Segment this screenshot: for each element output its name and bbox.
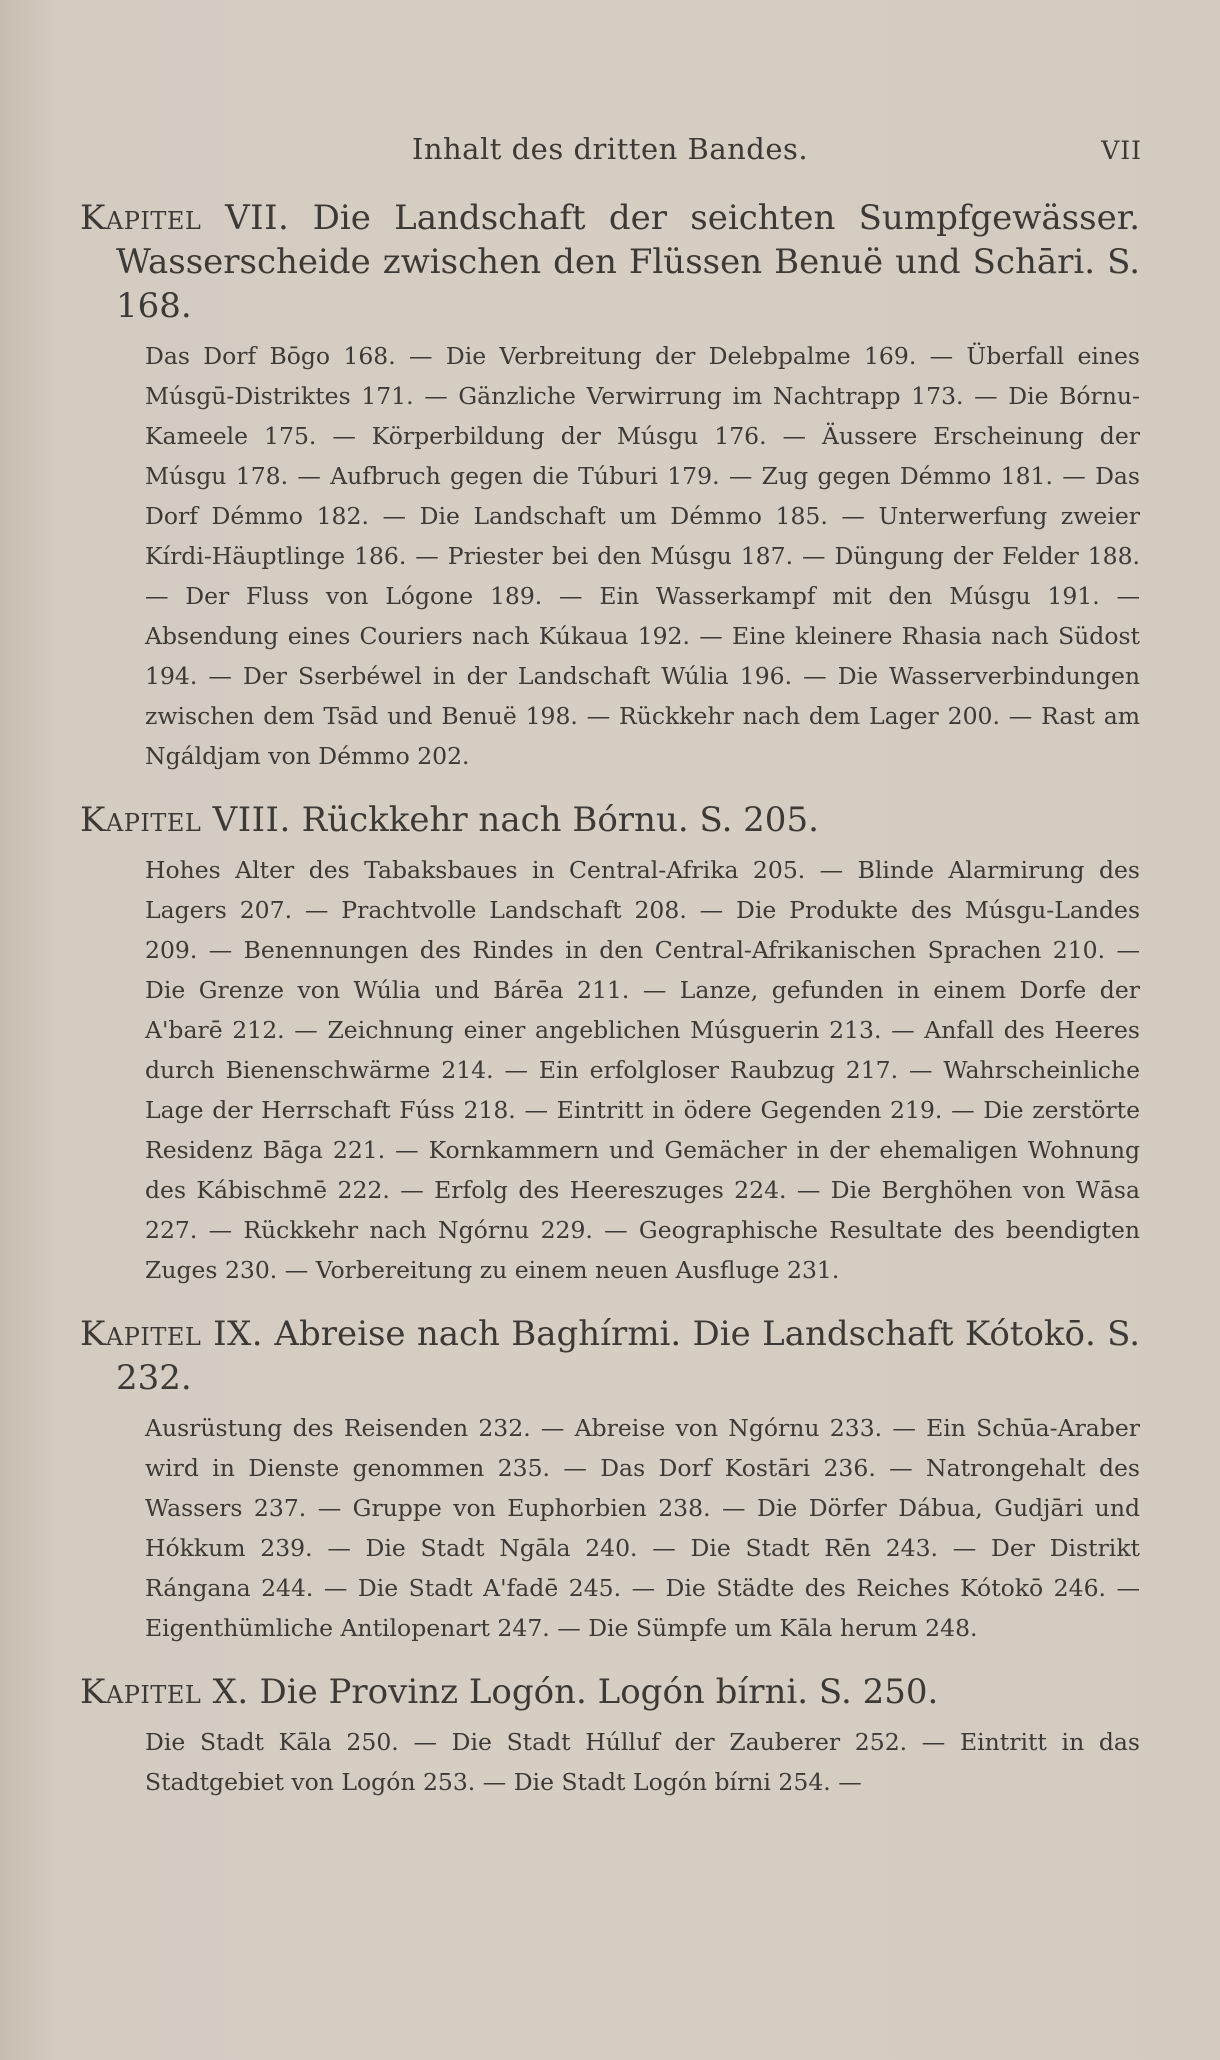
chapter-heading bbox=[80, 1312, 1140, 1400]
chapter-heading bbox=[80, 798, 1140, 842]
chapter-summary: Hohes Alter des Tabaksbaues in Central-Afrika 205. — Blinde Alarmirung des Lagers 207. — Prachtvolle Landschaft 208. — Die Produkte des Músgu-Landes 209. — Benennungen des Rindes in den Central-Afrikanischen Sprachen 210. — Die Grenze von Wúlia und Bárēa 211. — Lanze, gefunden in einem Dorfe der A'barē 212. — Zeichnung einer angeblichen Músguerin 213. — Anfall des Heeres durch Bienenschwärme 214. — Ein erfolgloser Raubzug 217. — Wahrscheinliche Lage der Herrschaft Fúss 218. — Eintritt in ödere Gegenden 219. — Die zerstörte Residenz Bāga 221. — Kornkammern und Gemächer in der ehemaligen Wohnung des Kábischmē 222. — Erfolg des Heereszuges 224. — Die Berghöhen von Wāsa 227. — Rückkehr nach Ngórnu 229. — Geographische Resultate des beendigten Zuges 230. — Vorbereitung zu einem neuen Ausfluge 231. bbox=[145, 856, 1140, 1284]
chapter-label: Kapitel VII. bbox=[80, 198, 290, 238]
chapter-7 bbox=[80, 196, 1140, 776]
chapter-title: Abreise nach Baghírmi. Die Landschaft Kótokō. bbox=[274, 1314, 1096, 1354]
chapter-8 bbox=[80, 798, 1140, 1290]
running-head bbox=[0, 132, 1220, 172]
chapter-heading bbox=[80, 1670, 1140, 1714]
chapter-heading bbox=[80, 196, 1140, 328]
chapter-summary: Die Stadt Kāla 250. — Die Stadt Húlluf der Zauberer 252. — Eintritt in das Stadtgebiet von Logón 253. — Die Stadt Logón bírni 254. — bbox=[145, 1728, 1140, 1796]
chapter-page: S. 250. bbox=[818, 1672, 939, 1712]
chapter-9 bbox=[80, 1312, 1140, 1648]
table-of-contents bbox=[80, 196, 1140, 1824]
chapter-summary: Das Dorf Bōgo 168. — Die Verbreitung der Delebpalme 169. — Überfall eines Músgū-Distriktes 171. — Gänzliche Verwirrung im Nachtrapp 173. — Die Bórnu-Kameele 175. — Körperbildung der Músgu 176. — Äussere Erscheinung der Músgu 178. — Aufbruch gegen die Túburi 179. — Zug gegen Démmo 181. — Das Dorf Démmo 182. — Die Landschaft um Démmo 185. — Unterwerfung zweier Kírdi-Häuptlinge 186. — Priester bei den Músgu 187. — Düngung der Felder 188. — Der Fluss von Lógone 189. — Ein Wasserkampf mit den Músgu 191. — Absendung eines Couriers nach Kúkaua 192. — Eine kleinere Rhasia nach Südost 194. — Der Sserbéwel in der Landschaft Wúlia 196. — Die Wasserverbindungen zwischen dem Tsād und Benuë 198. — Rückkehr nach dem Lager 200. — Rast am Ngáldjam von Démmo 202. bbox=[145, 342, 1140, 770]
chapter-page: S. 168. bbox=[116, 242, 1140, 326]
running-title: Inhalt des dritten Bandes. bbox=[411, 132, 809, 166]
chapter-summary: Ausrüstung des Reisenden 232. — Abreise von Ngórnu 233. — Ein Schūa-Araber wird in Dienste genommen 235. — Das Dorf Kostāri 236. — Natrongehalt des Wassers 237. — Gruppe von Euphorbien 238. — Die Dörfer Dábua, Gudjāri und Hókkum 239. — Die Stadt Ngāla 240. — Die Stadt Rēn 243. — Der Distrikt Rángana 244. — Die Stadt A'fadē 245. — Die Städte des Reiches Kótokō 246. — Eigenthümliche Antilopenart 247. — Die Sümpfe um Kāla herum 248. bbox=[145, 1414, 1140, 1642]
chapter-label: Kapitel VIII. bbox=[80, 800, 291, 840]
chapter-label: Kapitel IX. bbox=[80, 1314, 264, 1354]
chapter-title: Die Provinz Logón. Logón bírni. bbox=[259, 1672, 809, 1712]
chapter-title: Rückkehr nach Bórnu. bbox=[301, 800, 689, 840]
chapter-title: Die Landschaft der seichten Sumpfgewässer. Wasserscheide zwischen den Flüssen Benuë und Schāri. bbox=[116, 198, 1141, 282]
chapter-10 bbox=[80, 1670, 1140, 1802]
chapter-label: Kapitel X. bbox=[80, 1672, 249, 1712]
page-number: VII bbox=[1101, 136, 1142, 165]
chapter-page: S. 205. bbox=[699, 800, 819, 840]
chapter-page: S. 232. bbox=[116, 1314, 1141, 1398]
